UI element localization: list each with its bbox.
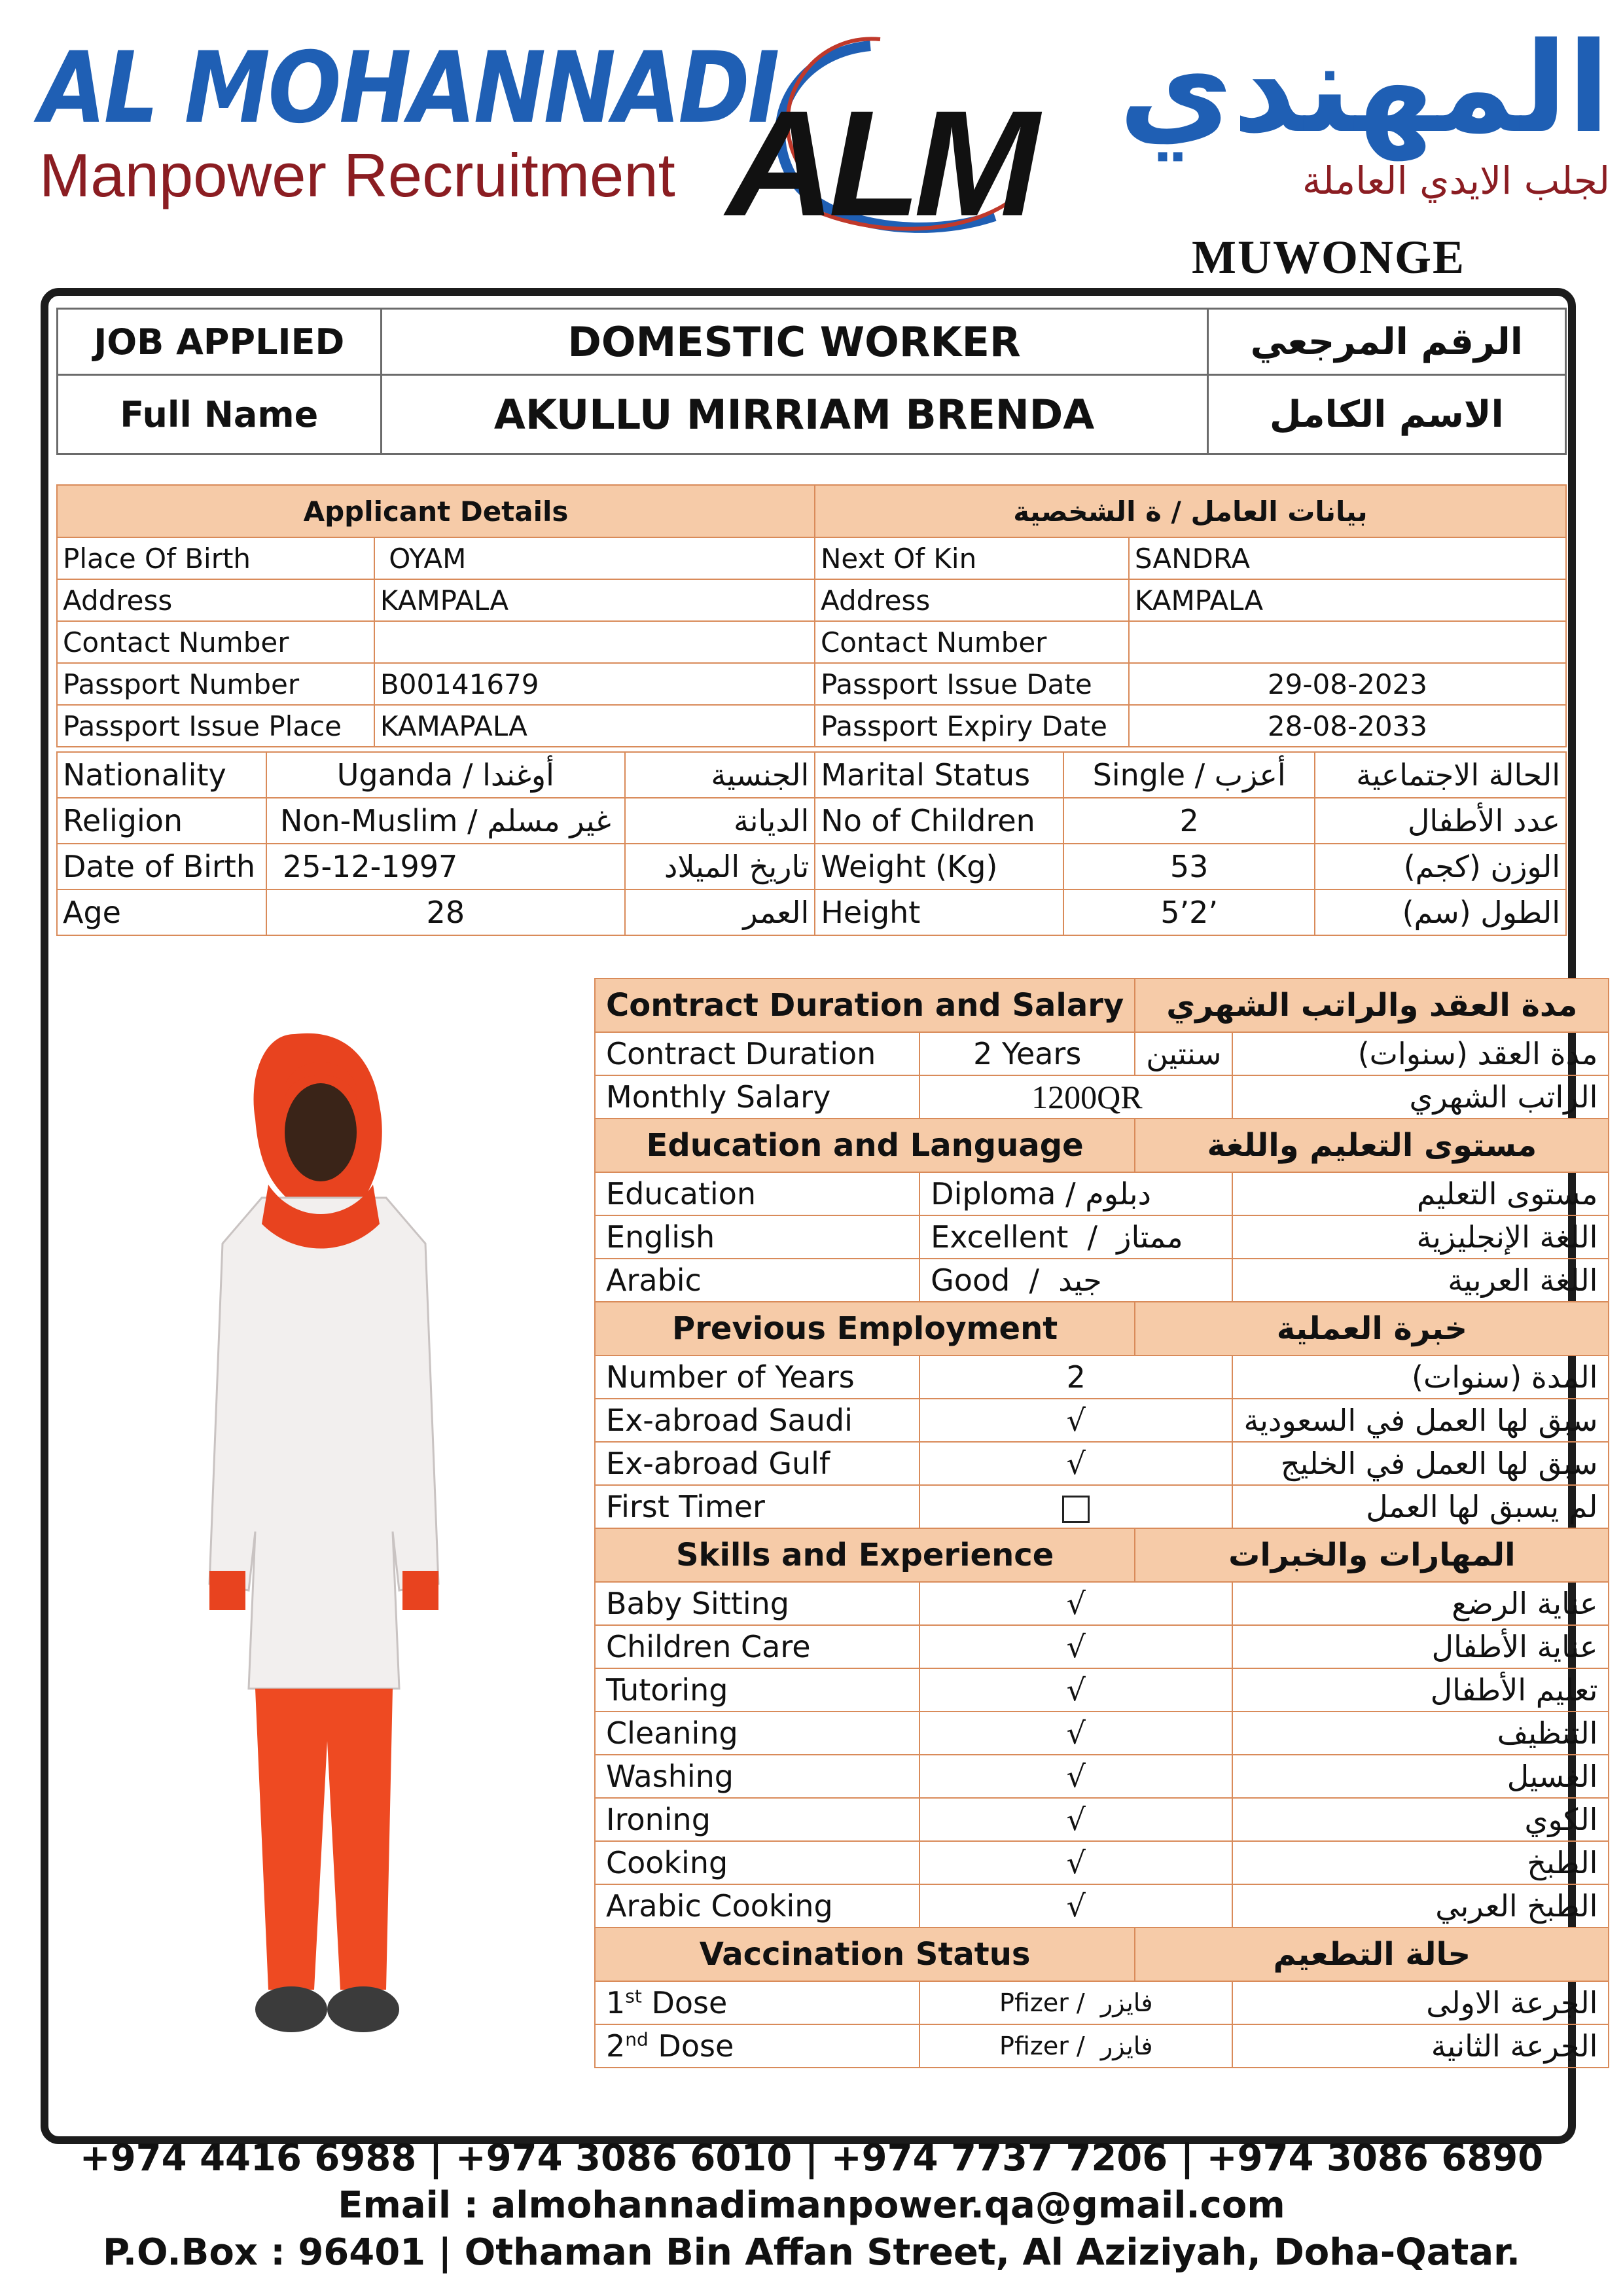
detail-label: Place Of Birth <box>57 537 374 579</box>
check-mark-icon: √ <box>919 1442 1232 1485</box>
company-name-arabic: المهندي <box>1118 16 1610 160</box>
attribute-label: Age <box>57 889 266 935</box>
education-heading-arabic: مستوى التعليم واللغة <box>1135 1119 1609 1172</box>
skill-label: Tutoring <box>595 1668 919 1712</box>
education-label: Education <box>595 1172 919 1215</box>
detail-value <box>374 621 815 663</box>
first-timer-label-arabic: لم يسبق لها العمل <box>1232 1485 1609 1528</box>
detail-row <box>57 621 1566 663</box>
skill-label-arabic: تعليم الأطفال <box>1232 1668 1609 1712</box>
vaccine-dose-row <box>595 2024 1609 2068</box>
applicant-details-header <box>57 485 1566 537</box>
skill-label: Arabic Cooking <box>595 1884 919 1928</box>
detail-row <box>57 537 1566 579</box>
skill-label-arabic: التنظيف <box>1232 1712 1609 1755</box>
attribute-label-arabic: الطول (سم) <box>1315 889 1566 935</box>
monthly-salary-value: 1200QR <box>919 1075 1232 1119</box>
vaccination-heading-arabic: حالة التطعيم <box>1135 1928 1609 1981</box>
employment-row <box>595 1442 1609 1485</box>
skill-row <box>595 1625 1609 1668</box>
skill-label-arabic: الكوي <box>1232 1798 1609 1841</box>
first-timer-cell <box>919 1485 1232 1528</box>
education-label: English <box>595 1215 919 1259</box>
attribute-label-arabic: عدد الأطفال <box>1315 798 1566 844</box>
employment-label: Ex-abroad Saudi <box>595 1399 919 1442</box>
education-value: Excellent / ممتاز <box>919 1215 1232 1259</box>
detail-value <box>1129 621 1566 663</box>
skill-label: Washing <box>595 1755 919 1798</box>
attribute-label-arabic: الوزن (كجم) <box>1315 844 1566 889</box>
employment-row <box>595 1355 1609 1399</box>
education-heading: Education and Language <box>595 1119 1135 1172</box>
detail-label: Address <box>815 579 1129 621</box>
employment-label: Ex-abroad Gulf <box>595 1442 919 1485</box>
attribute-label: Nationality <box>57 752 266 798</box>
skill-label: Cooking <box>595 1841 919 1884</box>
full-name-label: Full Name <box>58 375 382 454</box>
employment-label-arabic: سبق لها العمل في الخليج <box>1232 1442 1609 1485</box>
first-timer-label: First Timer <box>595 1485 919 1528</box>
detail-value: 28-08-2033 <box>1129 705 1566 747</box>
skill-row <box>595 1884 1609 1928</box>
detail-value: KAMAPALA <box>374 705 815 747</box>
skills-heading-arabic: المهارات والخبرات <box>1135 1528 1609 1582</box>
dose-ordinal-suffix: st <box>625 1985 642 2007</box>
email-address: Email : almohannadimanpower.qa@gmail.com <box>338 2184 1285 2227</box>
attribute-value: 5’2’ <box>1063 889 1315 935</box>
attribute-value: 28 <box>266 889 625 935</box>
skill-label: Baby Sitting <box>595 1582 919 1625</box>
attribute-value: Single / أعزب <box>1063 752 1315 798</box>
attribute-label: Marital Status <box>815 752 1063 798</box>
attribute-label-arabic: الجنسية <box>625 752 815 798</box>
vaccine-dose-row <box>595 1981 1609 2024</box>
education-row <box>595 1215 1609 1259</box>
check-mark-icon: √ <box>919 1668 1232 1712</box>
skills-heading: Skills and Experience <box>595 1528 1135 1582</box>
detail-row <box>57 579 1566 621</box>
company-subtitle-arabic: لجلب الايدي العاملة <box>1302 158 1610 203</box>
dose-number: 1 <box>606 1985 626 2020</box>
employment-label-arabic: المدة (سنوات) <box>1232 1355 1609 1399</box>
contract-heading-arabic: مدة العقد والراتب الشهري <box>1135 978 1609 1032</box>
employment-row <box>595 1399 1609 1442</box>
attribute-value: 2 <box>1063 798 1315 844</box>
detail-value: B00141679 <box>374 663 815 705</box>
job-applied-row <box>58 309 1566 375</box>
full-name-value: AKULLU MIRRIAM BRENDA <box>381 375 1207 454</box>
skill-label-arabic: الطبخ العربي <box>1232 1884 1609 1928</box>
check-mark-icon: √ <box>919 1884 1232 1928</box>
check-mark-icon: √ <box>919 1755 1232 1798</box>
alm-logo <box>720 26 1060 249</box>
contract-section-header <box>595 978 1609 1032</box>
education-label-arabic: مستوى التعليم <box>1232 1172 1609 1215</box>
attribute-label-arabic: الديانة <box>625 798 815 844</box>
detail-label: Passport Issue Date <box>815 663 1129 705</box>
monthly-salary-label: Monthly Salary <box>595 1075 919 1119</box>
first-timer-row <box>595 1485 1609 1528</box>
education-label-arabic: اللغة العربية <box>1232 1259 1609 1302</box>
check-mark-icon: √ <box>919 1798 1232 1841</box>
skill-label: Children Care <box>595 1625 919 1668</box>
education-row <box>595 1259 1609 1302</box>
attribute-value: 53 <box>1063 844 1315 889</box>
dose-label <box>595 2024 919 2068</box>
attribute-label: Weight (Kg) <box>815 844 1063 889</box>
contract-heading: Contract Duration and Salary <box>595 978 1135 1032</box>
check-mark-icon: √ <box>919 1841 1232 1884</box>
check-mark-icon: √ <box>919 1399 1232 1442</box>
attribute-label: Height <box>815 889 1063 935</box>
attribute-value: Uganda / أوغندا <box>266 752 625 798</box>
employment-label-arabic: سبق لها العمل في السعودية <box>1232 1399 1609 1442</box>
attribute-row <box>57 798 1566 844</box>
detail-label: Contact Number <box>57 621 374 663</box>
vaccination-heading: Vaccination Status <box>595 1928 1135 1981</box>
employment-heading: Previous Employment <box>595 1302 1135 1355</box>
skill-label: Cleaning <box>595 1712 919 1755</box>
dose-label <box>595 1981 919 2024</box>
monthly-salary-label-arabic: الراتب الشهري <box>1232 1075 1609 1119</box>
attribute-value: Non-Muslim / غير مسلم <box>266 798 625 844</box>
reference-number-label-arabic: الرقم المرجعي <box>1207 309 1565 375</box>
detail-value: OYAM <box>374 537 815 579</box>
attribute-label: Religion <box>57 798 266 844</box>
skill-row <box>595 1712 1609 1755</box>
job-applied-label: JOB APPLIED <box>58 309 382 375</box>
attribute-row <box>57 844 1566 889</box>
employment-value: 2 <box>919 1355 1232 1399</box>
dose-text: Dose <box>641 1985 728 2020</box>
detail-row <box>57 705 1566 747</box>
education-row <box>595 1172 1609 1215</box>
skill-label: Ironing <box>595 1798 919 1841</box>
vaccination-section-header <box>595 1928 1609 1981</box>
dose-text: Dose <box>648 2028 734 2064</box>
personal-attributes-table <box>56 751 1567 936</box>
contract-duration-label: Contract Duration <box>595 1032 919 1075</box>
education-section-header <box>595 1119 1609 1172</box>
dose-number: 2 <box>606 2028 626 2064</box>
applicant-details-heading: Applicant Details <box>57 485 815 537</box>
attribute-label: No of Children <box>815 798 1063 844</box>
skill-label-arabic: عناية الرضع <box>1232 1582 1609 1625</box>
employment-heading-arabic: خبرة العملية <box>1135 1302 1609 1355</box>
skill-row <box>595 1798 1609 1841</box>
detail-value: 29-08-2023 <box>1129 663 1566 705</box>
logo-text: ALM <box>726 79 1033 247</box>
contact-footer <box>0 2135 1623 2276</box>
detail-value: KAMPALA <box>374 579 815 621</box>
company-header-arabic <box>1067 16 1610 204</box>
contract-duration-row <box>595 1032 1609 1075</box>
applicant-details-heading-arabic: بيانات العامل / ة الشخصية <box>815 485 1566 537</box>
check-mark-icon: √ <box>919 1625 1232 1668</box>
contract-duration-value-arabic: سنتين <box>1135 1032 1232 1075</box>
applicant-photo <box>164 1008 478 2055</box>
employment-section-header <box>595 1302 1609 1355</box>
detail-label: Contact Number <box>815 621 1129 663</box>
employment-label: Number of Years <box>595 1355 919 1399</box>
skill-row <box>595 1755 1609 1798</box>
dose-ordinal-suffix: nd <box>625 2028 649 2051</box>
full-name-row <box>58 375 1566 454</box>
attribute-row <box>57 889 1566 935</box>
attribute-label-arabic: تاريخ الميلاد <box>625 844 815 889</box>
detail-row <box>57 663 1566 705</box>
skill-label-arabic: الطبخ <box>1232 1841 1609 1884</box>
dose-value: Pfizer / فايزر <box>919 1981 1232 2024</box>
monthly-salary-row <box>595 1075 1609 1119</box>
applicant-details-table <box>56 484 1567 747</box>
attribute-label-arabic: الحالة الاجتماعية <box>1315 752 1566 798</box>
education-label: Arabic <box>595 1259 919 1302</box>
dose-label-arabic: الجرعة الثانية <box>1232 2024 1609 2068</box>
education-label-arabic: اللغة الإنجليزية <box>1232 1215 1609 1259</box>
skills-section-header <box>595 1528 1609 1582</box>
attribute-value: 25-12-1997 <box>266 844 625 889</box>
detail-label: Passport Number <box>57 663 374 705</box>
company-subtitle: Manpower Recruitment <box>39 141 675 209</box>
detail-label: Address <box>57 579 374 621</box>
skill-row <box>595 1841 1609 1884</box>
detail-value: KAMPALA <box>1129 579 1566 621</box>
phone-numbers: +974 4416 6988 | +974 3086 6010 | +974 7737 7206 | +974 3086 6890 <box>79 2137 1544 2179</box>
job-details-table <box>594 978 1609 2068</box>
detail-value: SANDRA <box>1129 537 1566 579</box>
empty-checkbox-icon <box>1062 1496 1090 1523</box>
full-name-label-arabic: الاسم الكامل <box>1207 375 1565 454</box>
detail-label: Passport Issue Place <box>57 705 374 747</box>
check-mark-icon: √ <box>919 1582 1232 1625</box>
postal-address: P.O.Box : 96401 | Othaman Bin Affan Street, Al Aziziyah, Doha-Qatar. <box>102 2231 1521 2274</box>
job-applied-value: DOMESTIC WORKER <box>381 309 1207 375</box>
education-value: Diploma / دبلوم <box>919 1172 1232 1215</box>
detail-label: Next Of Kin <box>815 537 1129 579</box>
skill-row <box>595 1582 1609 1625</box>
dose-label-arabic: الجرعة الاولى <box>1232 1981 1609 2024</box>
attribute-label-arabic: العمر <box>625 889 815 935</box>
job-name-table <box>56 308 1567 455</box>
reference-name: MUWONGE <box>1192 231 1465 283</box>
company-name: AL MOHANNADI <box>39 31 777 145</box>
skill-row <box>595 1668 1609 1712</box>
skill-label-arabic: الغسيل <box>1232 1755 1609 1798</box>
attribute-label: Date of Birth <box>57 844 266 889</box>
attribute-row <box>57 752 1566 798</box>
dose-value: Pfizer / فايزر <box>919 2024 1232 2068</box>
education-value: Good / جيد <box>919 1259 1232 1302</box>
check-mark-icon: √ <box>919 1712 1232 1755</box>
contract-duration-value: 2 Years <box>919 1032 1135 1075</box>
contract-duration-label-arabic: مدة العقد (سنوات) <box>1232 1032 1609 1075</box>
company-header-english <box>39 31 777 209</box>
skill-label-arabic: عناية الأطفال <box>1232 1625 1609 1668</box>
detail-label: Passport Expiry Date <box>815 705 1129 747</box>
